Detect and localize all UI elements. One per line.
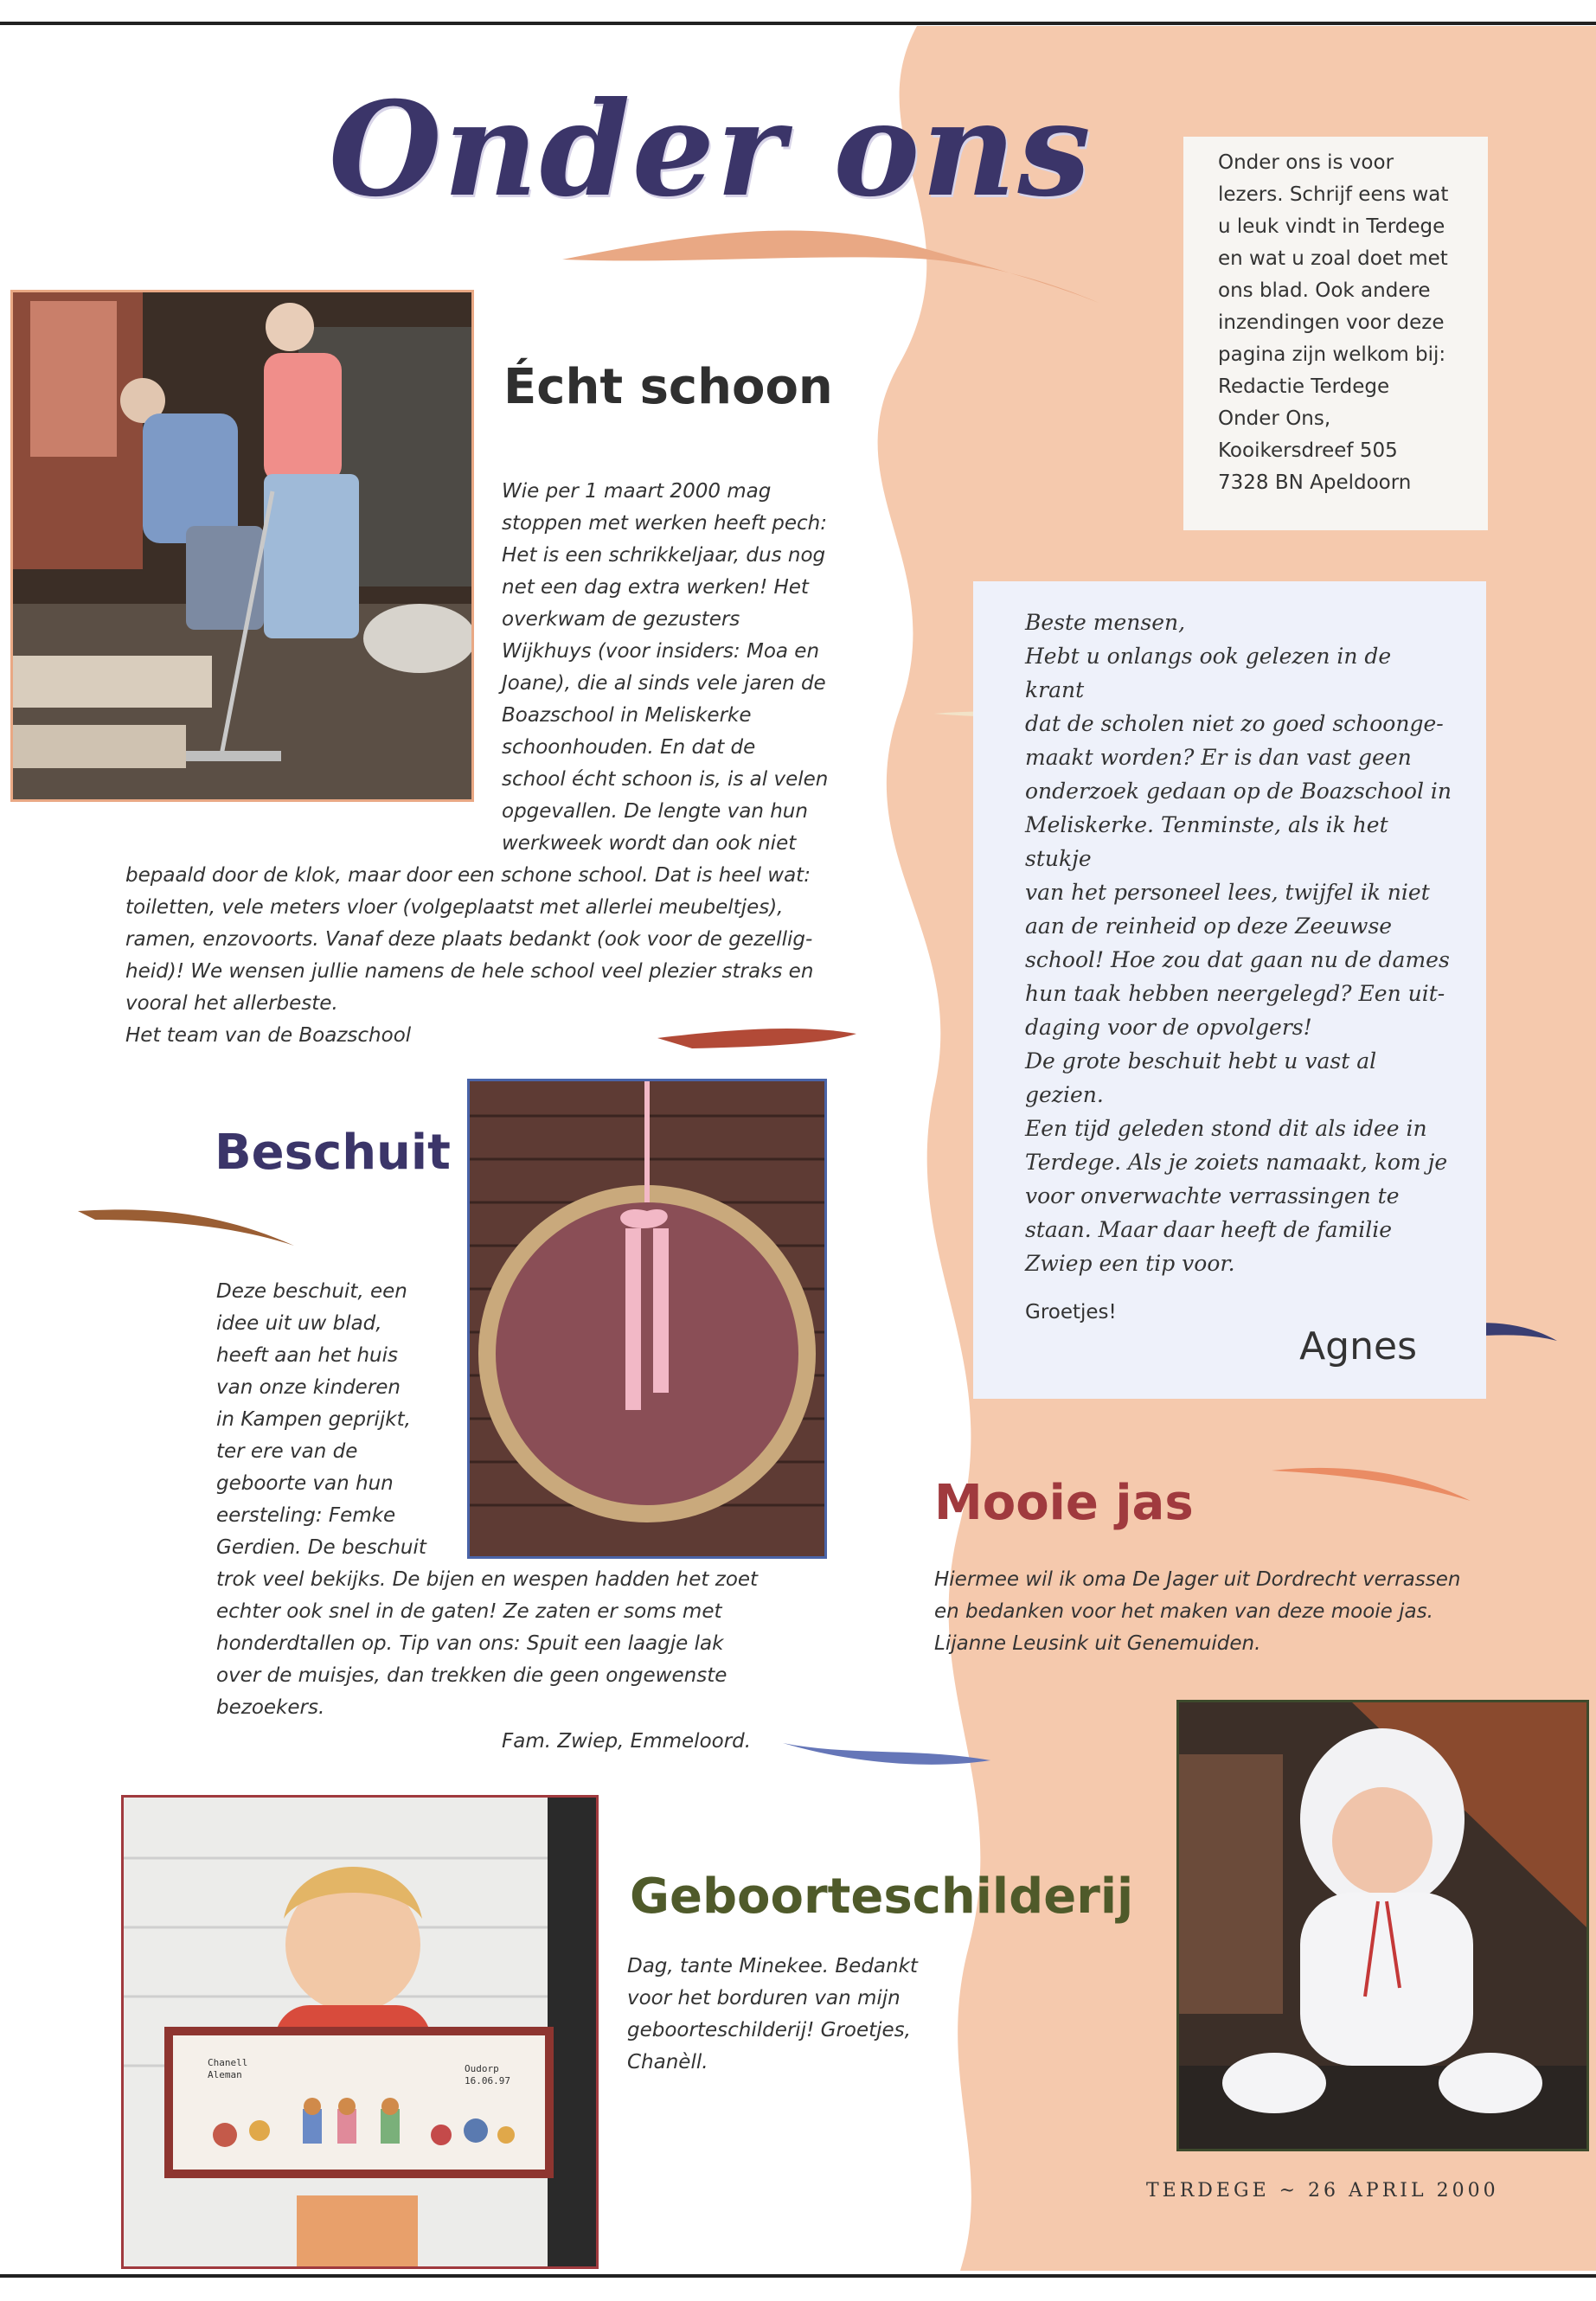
text-line: heid)! We wensen jullie namens de hele school veel plezier straks en [125,960,814,983]
text-line: en bedanken voor het maken van deze mooie jas. [934,1600,1433,1623]
text-line: Dag, tante Minekee. Bedankt [627,1955,918,1977]
text-line: schoonhouden. En dat de [502,736,756,759]
text-line: Joane), die al sinds vele jaren de [502,672,826,695]
info-line: en wat u zoal doet met [1218,247,1448,270]
info-line: ons blad. Ook andere [1218,279,1431,302]
text-line: geboorteschilderij! Groetjes, [627,2019,911,2041]
text-line: bezoekers. [216,1696,325,1719]
letter-line: daging voor de opvolgers! [1025,1015,1312,1040]
letter-line: Een tijd geleden stond dit als idee in [1025,1116,1427,1141]
text-line: Deze beschuit, een [216,1280,407,1303]
text-line: voor het borduren van mijn [627,1987,901,2009]
geboorteschilderij-text [627,1951,956,2079]
embroidery-frame [164,2027,554,2178]
info-line: Redactie Terdege [1218,375,1390,398]
info-line: pagina zijn welkom bij: [1218,343,1446,366]
text-line: geboorte van hun [216,1472,394,1495]
letter-closing: Groetjes! [1025,1301,1117,1324]
letter-line: Beste mensen, [1025,610,1186,635]
text-line: school écht schoon is, is al velen [502,768,829,791]
beschuit-text-wide [216,1564,822,1724]
info-line: u leuk vindt in Terdege [1218,215,1445,238]
info-line: 7328 BN Apeldoorn [1218,471,1412,494]
text-line: in Kampen geprijkt, [216,1408,411,1431]
letter-line: staan. Maar daar heeft de familie [1025,1217,1393,1242]
info-box [1183,137,1488,530]
text-line: Wie per 1 maart 2000 mag [502,480,772,503]
text-line: net een dag extra werken! Het [502,576,809,599]
letter-line: Hebt u onlangs ook gelezen in de krant [1025,644,1392,702]
letter-line: van het personeel lees, twijfel ik niet [1025,880,1430,905]
letter-signature: Agnes [1299,1324,1417,1368]
text-line: echter ook snel in de gaten! Ze zaten er soms met [216,1600,722,1623]
beschuit-photo [467,1079,827,1559]
embroidery-date: Oudorp 16.06.97 [465,2063,510,2086]
embroidery-canvas [173,2035,545,2170]
letter-line: hun taak hebben neergelegd? Een uit- [1025,981,1445,1006]
letter-line: Terdege. Als je zoiets namaakt, kom je [1025,1150,1448,1175]
text-line: van onze kinderen [216,1376,401,1399]
text-line: stoppen met werken heeft pech: [502,512,827,535]
text-line: Wijkhuys (voor insiders: Moa en [502,640,820,663]
beschuit-text-narrow [216,1276,458,1564]
page-footer: TERDEGE ~ 26 APRIL 2000 [1146,2180,1499,2202]
letter-line: aan de reinheid op deze Zeeuwse [1025,913,1393,939]
beschuit-signature: Fam. Zwiep, Emmeloord. [502,1730,752,1753]
text-line: Chanèll. [627,2051,708,2073]
text-line: Lijanne Leusink uit Genemuiden. [934,1632,1261,1655]
text-line: trok veel bekijks. De bijen en wespen hadden het zoet [216,1568,759,1591]
info-line: Onder ons is voor [1218,151,1394,174]
embroidery-name: Chanell Aleman [208,2057,248,2080]
mooie-jas-text [934,1564,1557,1660]
text-line: overkwam de gezusters [502,608,740,631]
echt-schoon-text-wide [125,860,904,1052]
text-line: bepaald door de klok, maar door een schone school. Dat is heel wat: [125,864,811,887]
embroidery-motif [190,2096,528,2161]
info-line: Kooikersdreef 505 [1218,439,1398,462]
heading-mooie-jas: Mooie jas [934,1475,1194,1531]
letter-line: school! Hoe zou dat gaan nu de dames [1025,947,1450,972]
text-line: Boazschool in Meliskerke [502,704,752,727]
letter-line: dat de scholen niet zo goed schoonge- [1025,711,1444,736]
letter-line: De grote beschuit hebt u vast al gezien. [1025,1048,1377,1107]
text-line: Het team van de Boazschool [125,1024,412,1047]
text-line: honderdtallen op. Tip van ons: Spuit een laagje lak [216,1632,724,1655]
letter-line: Meliskerke. Tenminste, als ik het stukje [1025,812,1388,871]
letter-line: onderzoek gedaan op de Boazschool in [1025,779,1452,804]
text-line: werkweek wordt dan ook niet [502,832,797,855]
letter-box [973,581,1486,1399]
page-title: Onder ons [329,74,1093,226]
info-line: lezers. Schrijf eens wat [1218,183,1449,206]
text-line: opgevallen. De lengte van hun [502,800,808,823]
text-line: Het is een schrikkeljaar, dus nog [502,544,826,567]
text-line: Gerdien. De beschuit [216,1536,426,1559]
text-line: vooral het allerbeste. [125,992,338,1015]
heading-echt-schoon: Écht schoon [503,359,833,415]
info-line: Onder Ons, [1218,407,1331,430]
text-line: over de muisjes, dan trekken die geen ongewenste [216,1664,727,1687]
text-line: heeft aan het huis [216,1344,398,1367]
text-line: idee uit uw blad, [216,1312,382,1335]
letter-line: Zwiep een tip voor. [1025,1251,1235,1276]
heading-geboorteschilderij: Geboorteschilderij [630,1868,1134,1925]
text-line: toiletten, vele meters vloer (volgeplaatst met allerlei meubeltjes), [125,896,784,919]
cleaning-ladies-photo [10,290,474,802]
text-line: Hiermee wil ik oma De Jager uit Dordrecht verrassen [934,1568,1461,1591]
letter-line: maakt worden? Er is dan vast geen [1025,745,1412,770]
heading-beschuit: Beschuit [215,1125,451,1181]
echt-schoon-text-narrow [502,476,874,860]
baby-coat-photo [1176,1700,1589,2151]
info-line: inzendingen voor deze [1218,311,1445,334]
letter-line: voor onverwachte verrassingen te [1025,1183,1400,1208]
text-line: ter ere van de [216,1440,358,1463]
text-line: eersteling: Femke [216,1504,396,1527]
text-line: ramen, enzovoorts. Vanaf deze plaats bedankt (ook voor de gezellig- [125,928,813,951]
